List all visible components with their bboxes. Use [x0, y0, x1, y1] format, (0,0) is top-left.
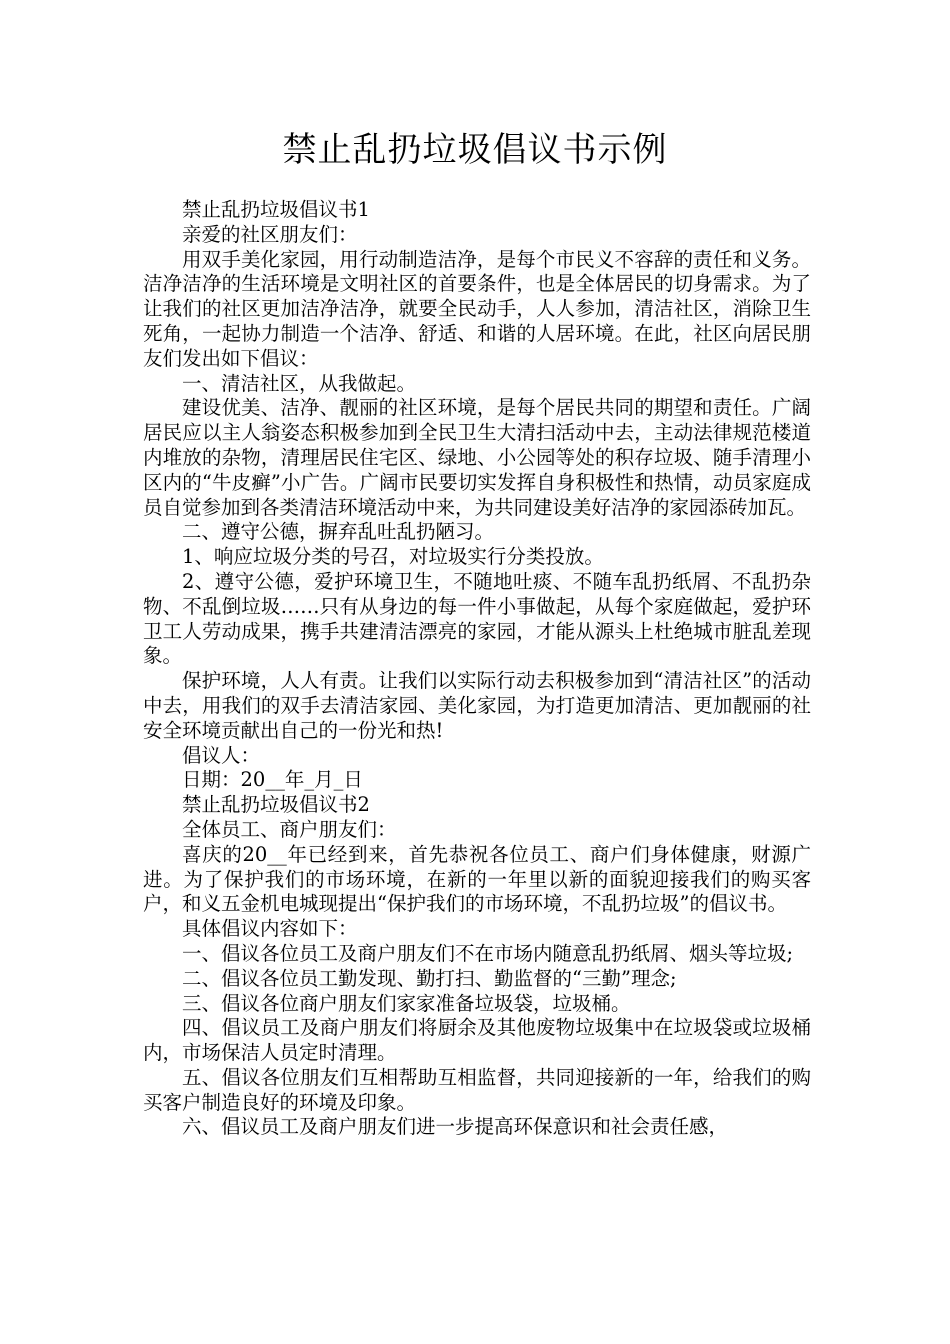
- paragraph: 五、倡议各位朋友们互相帮助互相监督，共同迎接新的一年，给我们的购买客户制造良好的环境及印象。: [143, 1065, 811, 1114]
- paragraph: 六、倡议员工及商户朋友们进一步提高环保意识和社会责任感，: [182, 1115, 729, 1139]
- paragraph: 全体员工、商户朋友们：: [182, 817, 397, 841]
- paragraph: 建设优美、洁净、靓丽的社区环境，是每个居民共同的期望和责任。广阔居民应以主人翁姿态积极参加到全民卫生大清扫活动中去，主动法律规范楼道内堆放的杂物，清理居民住宅区、绿地、小公园等处的积存垃圾、随手清理小区内的“牛皮癣”小广告。广阔市民要切实发挥自身积极性和热情，动员家庭成员自觉参加到各类清洁环境活动中来，为共同建设美好洁净的家园添砖加瓦。: [143, 396, 811, 519]
- paragraph: 2、遵守公德，爱护环境卫生，不随地吐痰、不随车乱扔纸屑、不乱扔杂物、不乱倒垃圾……只有从身边的每一件小事做起，从每个家庭做起，爱护环卫工人劳动成果，携手共建清洁漂亮的家园，才能从源头上杜绝城市脏乱差现象。: [143, 569, 811, 668]
- paragraph: 二、倡议各位员工勤发现、勤打扫、勤监督的“三勤”理念;: [182, 966, 677, 990]
- paragraph: 保护环境，人人有责。让我们以实际行动去积极参加到“清洁社区”的活动中去，用我们的双手去清洁家园、美化家园，为打造更加清洁、更加靓丽的社安全环境贡献出自己的一份光和热!: [143, 669, 811, 742]
- paragraph: 三、倡议各位商户朋友们家家准备垃圾袋，垃圾桶。: [182, 991, 631, 1015]
- paragraph: 倡议人：: [182, 743, 261, 767]
- paragraph: 亲爱的社区朋友们：: [182, 222, 358, 246]
- paragraph: 禁止乱扔垃圾倡议书2: [182, 793, 370, 817]
- paragraph: 一、清洁社区，从我做起。: [182, 371, 417, 395]
- paragraph: 四、倡议员工及商户朋友们将厨余及其他废物垃圾集中在垃圾袋或垃圾桶内，市场保洁人员定时清理。: [143, 1016, 811, 1065]
- paragraph: 禁止乱扔垃圾倡议书1: [182, 198, 370, 221]
- document-title: 禁止乱扔垃圾倡议书示例: [282, 130, 668, 170]
- paragraph: 喜庆的20__年已经到来，首先恭祝各位员工、商户们身体健康，财源广进。为了保护我们的市场环境，在新的一年里以新的面貌迎接我们的购买客户，和义五金机电城现提出“保护我们的市场环境，不乱扔垃圾”的倡议书。: [143, 842, 811, 916]
- paragraph: 二、遵守公德，摒弃乱吐乱扔陋习。: [182, 520, 495, 544]
- paragraph: 一、倡议各位员工及商户朋友们不在市场内随意乱扔纸屑、烟头等垃圾;: [182, 941, 794, 965]
- paragraph: 具体倡议内容如下：: [182, 917, 358, 941]
- document-body: [143, 198, 811, 1140]
- paragraph: 用双手美化家园，用行动制造洁净，是每个市民义不容辞的责任和义务。洁净洁净的生活环境是文明社区的首要条件，也是全体居民的切身需求。为了让我们的社区更加洁净洁净，就要全民动手，人人参加，清洁社区，消除卫生死角，一起协力制造一个洁净、舒适、和谐的人居环境。在此，社区向居民朋友们发出如下倡议：: [143, 247, 811, 370]
- paragraph: 1、响应垃圾分类的号召，对垃圾实行分类投放。: [182, 545, 604, 569]
- paragraph: 日期：20__年_月_日: [182, 768, 363, 792]
